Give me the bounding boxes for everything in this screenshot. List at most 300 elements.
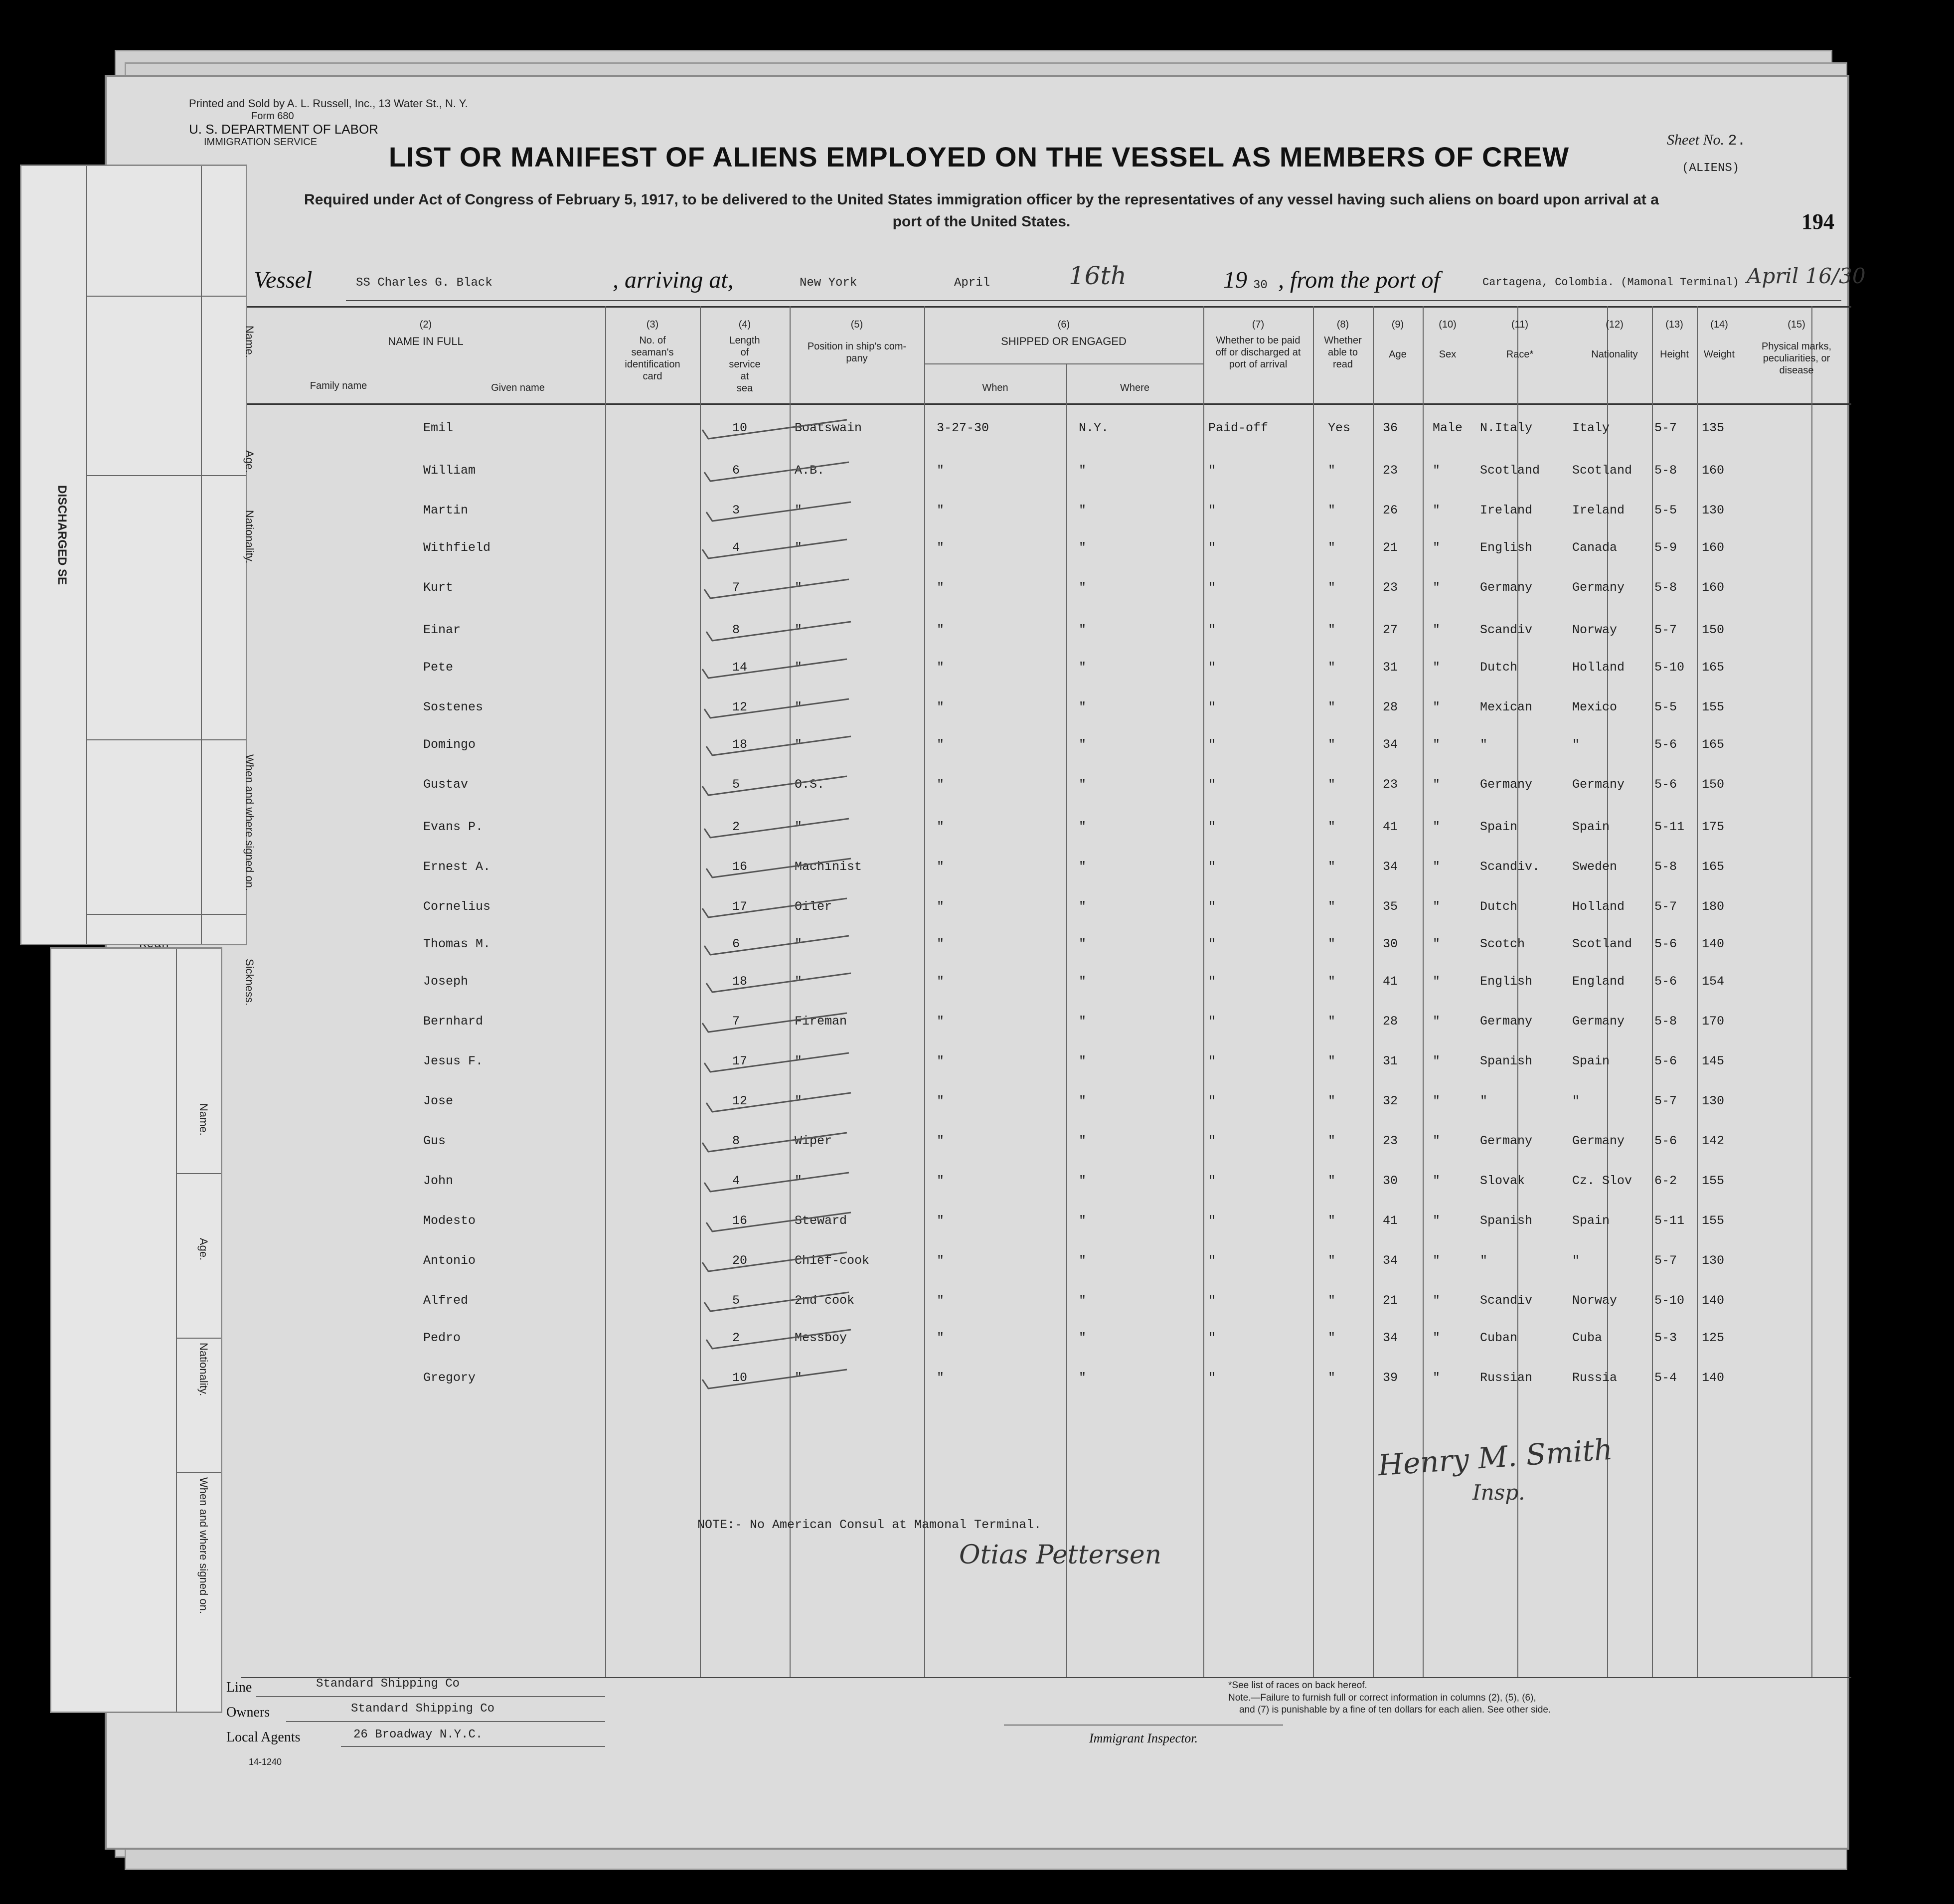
discharged-seamen-slip [20, 165, 256, 1006]
handwritten-date: April 16/30 [1747, 264, 1866, 288]
given-name-cell: Bernhard [423, 1014, 484, 1029]
shipped-where-cell: " [1079, 1331, 1087, 1345]
slip-rule [176, 1173, 221, 1174]
weight-cell: 130 [1702, 1094, 1725, 1108]
when-header: When [982, 382, 1008, 393]
table-row [107, 1361, 1851, 1399]
nationality-cell: " [1572, 1094, 1580, 1108]
races-note: *See list of races on back hereof. [1228, 1680, 1367, 1691]
sex-cell: " [1433, 737, 1441, 752]
slip-age-label: Age. [197, 1238, 210, 1261]
position-cell: " [795, 937, 803, 951]
slip-divider [201, 166, 202, 944]
given-name-cell: Evans P. [423, 820, 484, 834]
given-name-cell: Domingo [423, 737, 476, 752]
check-mark-icon [701, 969, 871, 999]
shipped-when-cell: " [937, 1371, 945, 1385]
col-text: Position in ship's com- [807, 341, 907, 352]
length-cell: 6 [732, 463, 740, 478]
col-number: (12) [1606, 319, 1624, 330]
sex-cell: " [1433, 1174, 1441, 1188]
owners-value: Standard Shipping Co [351, 1702, 495, 1716]
slip-rule [176, 1338, 221, 1339]
height-cell: 5-6 [1654, 1054, 1677, 1068]
sex-cell: " [1433, 1094, 1441, 1108]
length-cell: 18 [732, 974, 748, 989]
check-mark-icon [699, 1288, 869, 1318]
age-cell: 31 [1383, 660, 1398, 675]
paid-off-cell: " [1208, 700, 1216, 714]
check-mark-icon [699, 458, 869, 488]
weight-cell: 140 [1702, 1371, 1725, 1385]
col-weight-header [1697, 319, 1742, 360]
race-cell: Germany [1480, 1134, 1533, 1148]
shipped-when-cell: " [937, 1331, 945, 1345]
given-name-cell: Pedro [423, 1331, 461, 1345]
nationality-cell: Russia [1572, 1371, 1618, 1385]
able-to-read-cell: " [1328, 623, 1336, 637]
aliens-label: (ALIENS) [1682, 162, 1740, 175]
weight-cell: 170 [1702, 1014, 1725, 1029]
table-row [107, 411, 1851, 450]
given-name-cell: Sostenes [423, 700, 484, 714]
master-signature: Otias Pettersen [959, 1540, 1162, 1570]
position-cell: Oiler [795, 899, 832, 914]
col-text: able to [1327, 347, 1358, 358]
given-name-cell: Thomas M. [423, 937, 491, 951]
footer-underline [256, 1696, 605, 1697]
paid-off-cell: " [1208, 860, 1216, 874]
table-row [107, 453, 1851, 492]
height-cell: 5-7 [1654, 623, 1677, 637]
shipped-where-cell: " [1079, 623, 1087, 637]
age-cell: 27 [1383, 623, 1398, 637]
inspector-label: Immigrant Inspector. [1089, 1731, 1198, 1745]
shipped-where-cell: " [1079, 580, 1087, 595]
manifest-page [105, 75, 1866, 1850]
height-cell: 5-8 [1654, 463, 1677, 478]
given-name-cell: Jesus F. [423, 1054, 484, 1068]
sex-cell: " [1433, 1054, 1441, 1068]
position-cell: " [795, 737, 803, 752]
shipped-when-cell: " [937, 737, 945, 752]
check-mark-icon [701, 498, 871, 528]
table-row [107, 650, 1851, 689]
form-code: 14-1240 [249, 1757, 282, 1767]
able-to-read-cell: " [1328, 820, 1336, 834]
vessel-name: SS Charles G. Black [356, 276, 492, 290]
able-to-read-cell: " [1328, 503, 1336, 518]
check-mark-icon [699, 815, 869, 845]
position-cell: 2nd cook [795, 1293, 855, 1308]
given-name-cell: Einar [423, 623, 461, 637]
check-mark-icon [697, 772, 867, 802]
race-cell: Germany [1480, 580, 1533, 595]
length-cell: 12 [732, 700, 748, 714]
shipped-where-cell: " [1079, 1253, 1087, 1268]
paid-off-cell: " [1208, 937, 1216, 951]
check-mark-icon [701, 1326, 871, 1356]
able-to-read-cell: " [1328, 1253, 1336, 1268]
race-cell: Scotland [1480, 463, 1540, 478]
col-paid-off-header [1203, 319, 1313, 370]
shipped-where-cell: " [1079, 820, 1087, 834]
inspector-signature: Henry M. Smith [1377, 1432, 1614, 1483]
agents-label: Local Agents [226, 1730, 301, 1745]
height-cell: 5-11 [1654, 1213, 1685, 1228]
paid-off-cell: " [1208, 1331, 1216, 1345]
col-text: card [643, 371, 662, 382]
position-cell: " [795, 974, 803, 989]
arrival-port: New York [800, 276, 857, 290]
col-shipped-header [924, 319, 1203, 347]
nationality-cell: Italy [1572, 421, 1610, 435]
given-name-cell: Gregory [423, 1371, 476, 1385]
given-name-cell: Pete [423, 660, 454, 675]
nationality-cell: Holland [1572, 899, 1625, 914]
age-cell: 23 [1383, 463, 1398, 478]
line-label: Line [226, 1680, 252, 1695]
sex-cell: " [1433, 1213, 1441, 1228]
paid-off-cell: " [1208, 463, 1216, 478]
length-cell: 4 [732, 1174, 740, 1188]
length-cell: 8 [732, 623, 740, 637]
table-row [107, 1243, 1851, 1282]
age-cell: 30 [1383, 1174, 1398, 1188]
slip-signed-label: When and where signed on. [243, 754, 256, 891]
given-name-cell: Alfred [423, 1293, 469, 1308]
table-row [107, 570, 1851, 609]
col-number: (7) [1252, 319, 1265, 330]
slip-sickness-label: Sickness. [243, 959, 256, 1006]
sex-cell: " [1433, 1014, 1441, 1029]
age-cell: 35 [1383, 899, 1398, 914]
weight-cell: 155 [1702, 1174, 1725, 1188]
col-number: (6) [1057, 319, 1070, 330]
position-cell: " [795, 700, 803, 714]
able-to-read-cell: " [1328, 1331, 1336, 1345]
nationality-cell: " [1572, 737, 1580, 752]
race-cell: Scotch [1480, 937, 1525, 951]
agents-value: 26 Broadway N.Y.C. [353, 1728, 483, 1741]
check-mark-icon [697, 655, 867, 685]
shipped-where-cell: " [1079, 1293, 1087, 1308]
col-number: (3) [646, 319, 659, 330]
race-cell: Scandiv [1480, 623, 1533, 637]
sex-cell: " [1433, 463, 1441, 478]
height-cell: 5-9 [1654, 540, 1677, 555]
race-cell: Dutch [1480, 660, 1518, 675]
nationality-cell: Spain [1572, 1054, 1610, 1068]
slip-nationality-label: Nationality. [197, 1343, 210, 1396]
col-text: peculiarities, or [1763, 353, 1830, 364]
check-mark-icon [699, 695, 869, 725]
table-row [107, 810, 1851, 849]
height-cell: 5-8 [1654, 580, 1677, 595]
length-cell: 16 [732, 860, 748, 874]
shipped-where-cell: " [1079, 1213, 1087, 1228]
weight-cell: 140 [1702, 937, 1725, 951]
header-bottom-rule [241, 403, 1851, 405]
inspector-signature-line [1004, 1725, 1283, 1726]
length-cell: 7 [732, 1014, 740, 1029]
department-name: U. S. DEPARTMENT OF LABOR [189, 122, 378, 137]
position-cell: Wiper [795, 1134, 832, 1148]
height-cell: 5-7 [1654, 1253, 1677, 1268]
sex-cell: " [1433, 580, 1441, 595]
table-row [107, 1124, 1851, 1163]
col-text: Physical marks, [1761, 341, 1832, 352]
length-cell: 7 [732, 580, 740, 595]
paid-off-cell: " [1208, 1213, 1216, 1228]
shipped-when-cell: " [937, 820, 945, 834]
nationality-cell: Germany [1572, 580, 1625, 595]
height-cell: 5-6 [1654, 737, 1677, 752]
col-text: Nationality [1591, 349, 1638, 360]
paid-off-cell: " [1208, 540, 1216, 555]
year-prefix: 19 [1223, 267, 1247, 293]
col-id-card-header [605, 319, 700, 382]
slip-age-label: Age. [243, 450, 256, 473]
col-text: Length [729, 335, 760, 346]
shipped-when-cell: " [937, 899, 945, 914]
age-cell: 34 [1383, 737, 1398, 752]
shipped-when-cell: " [937, 503, 945, 518]
paid-off-cell: " [1208, 1014, 1216, 1029]
col-title: NAME IN FULL [388, 335, 464, 347]
shipped-where-cell: " [1079, 1014, 1087, 1029]
col-text: pany [846, 353, 868, 364]
length-cell: 5 [732, 1293, 740, 1308]
length-cell: 2 [732, 820, 740, 834]
position-cell: A.B. [795, 463, 825, 478]
height-cell: 5-5 [1654, 700, 1677, 714]
height-cell: 5-3 [1654, 1331, 1677, 1345]
paid-off-cell: " [1208, 777, 1216, 792]
given-name-cell: Withfield [423, 540, 491, 555]
check-mark-icon [697, 1248, 870, 1278]
length-cell: 10 [732, 421, 748, 435]
col-text: service [729, 359, 761, 370]
weight-cell: 160 [1702, 540, 1725, 555]
line-value: Standard Shipping Co [316, 1677, 460, 1691]
col-text: read [1332, 359, 1353, 370]
paid-off-cell: " [1208, 737, 1216, 752]
col-number: (9) [1391, 319, 1404, 330]
age-cell: 23 [1383, 1134, 1398, 1148]
paid-off-cell: " [1208, 974, 1216, 989]
position-cell: " [795, 503, 803, 518]
table-row [107, 690, 1851, 729]
penalty-note-line-1: Note.—Failure to furnish full or correct information in columns (2), (5), (6), [1228, 1693, 1536, 1703]
shipped-where-cell: " [1079, 860, 1087, 874]
arrival-month: April [954, 276, 990, 290]
position-cell: Machinist [795, 860, 862, 874]
col-name-header [246, 319, 605, 347]
shipped-divider [924, 363, 1203, 364]
col-number: (11) [1511, 319, 1529, 330]
length-cell: 3 [732, 503, 740, 518]
paid-off-cell: " [1208, 1094, 1216, 1108]
given-name-cell: Joseph [423, 974, 469, 989]
statute-line-1: Required under Act of Congress of February 5, 1917, to be delivered to the United States immigration officer by the representatives of any vessel having such aliens on board upon arrival at a [304, 191, 1659, 208]
check-mark-icon [701, 1209, 871, 1238]
able-to-read-cell: " [1328, 700, 1336, 714]
table-row [107, 927, 1851, 966]
length-cell: 17 [732, 899, 748, 914]
age-cell: 41 [1383, 1213, 1398, 1228]
sex-cell: " [1433, 540, 1441, 555]
slip-rule [86, 914, 246, 915]
col-read-header [1313, 319, 1373, 370]
col-text: sea [736, 383, 753, 394]
slip-rule [176, 1472, 221, 1473]
shipped-where-cell: " [1079, 660, 1087, 675]
position-cell: " [795, 1174, 803, 1188]
slip-nationality-label: Nationality. [243, 510, 256, 564]
position-cell: " [795, 1054, 803, 1068]
sheet-number [1667, 132, 1746, 150]
nationality-cell: Norway [1572, 623, 1618, 637]
position-cell: Chief-cook [795, 1253, 870, 1268]
nationality-cell: Spain [1572, 1213, 1610, 1228]
height-cell: 5-5 [1654, 503, 1677, 518]
footer-rule [241, 1677, 1851, 1678]
paid-off-cell: Paid-off [1208, 421, 1269, 435]
shipped-when-cell: " [937, 1014, 945, 1029]
age-cell: 21 [1383, 540, 1398, 555]
statute-text [246, 189, 1717, 233]
service-name: IMMIGRATION SERVICE [204, 137, 318, 148]
page-number: 194 [1801, 209, 1834, 234]
table-row [107, 1044, 1851, 1083]
weight-cell: 150 [1702, 623, 1725, 637]
age-cell: 31 [1383, 1054, 1398, 1068]
position-cell: " [795, 1371, 803, 1385]
weight-cell: 180 [1702, 899, 1725, 914]
age-cell: 34 [1383, 1331, 1398, 1345]
race-cell: " [1480, 1094, 1488, 1108]
col-number: (10) [1439, 319, 1457, 330]
sex-cell: " [1433, 700, 1441, 714]
slip-discharged-heading: DISCHARGED SE [55, 485, 69, 585]
shipped-when-cell: " [937, 1094, 945, 1108]
position-cell: " [795, 820, 803, 834]
weight-cell: 150 [1702, 777, 1725, 792]
table-row [107, 1164, 1851, 1203]
shipped-where-cell: " [1079, 1174, 1087, 1188]
height-cell: 5-6 [1654, 1134, 1677, 1148]
weight-cell: 145 [1702, 1054, 1725, 1068]
weight-cell: 160 [1702, 463, 1725, 478]
height-cell: 5-6 [1654, 937, 1677, 951]
age-cell: 32 [1383, 1094, 1398, 1108]
table-row [107, 1204, 1851, 1242]
col-marks-header [1742, 319, 1851, 376]
length-cell: 14 [732, 660, 748, 675]
nationality-cell: Germany [1572, 777, 1625, 792]
departure-port: Cartagena, Colombia. (Mamonal Terminal) [1482, 276, 1739, 289]
slip-signed-label: When and where signed on. [197, 1477, 210, 1614]
race-cell: Spanish [1480, 1213, 1533, 1228]
position-cell: Steward [795, 1213, 847, 1228]
height-cell: 5-10 [1654, 1293, 1685, 1308]
vessel-label: Vessel [254, 267, 313, 293]
col-number: (13) [1665, 319, 1683, 330]
paid-off-cell: " [1208, 623, 1216, 637]
shipped-where-cell: " [1079, 1371, 1087, 1385]
inspector-title: Insp. [1472, 1480, 1525, 1505]
nationality-cell: Mexico [1572, 700, 1618, 714]
race-cell: Russian [1480, 1371, 1533, 1385]
col-title: SHIPPED OR ENGAGED [1001, 335, 1127, 347]
check-mark-icon [699, 1169, 869, 1199]
shipped-when-cell: " [937, 974, 945, 989]
sex-cell: " [1433, 860, 1441, 874]
check-mark-icon [699, 1049, 869, 1079]
table-row [107, 1004, 1851, 1043]
sex-cell: " [1433, 1331, 1441, 1345]
age-cell: 28 [1383, 700, 1398, 714]
check-mark-icon [697, 1366, 867, 1395]
check-mark-icon [697, 1009, 867, 1039]
shipped-when-cell: 3-27-30 [937, 421, 989, 435]
shipped-when-cell: " [937, 1213, 945, 1228]
weight-cell: 160 [1702, 580, 1725, 595]
weight-cell: 140 [1702, 1293, 1725, 1308]
given-name-cell: Emil [423, 421, 454, 435]
shipped-where-cell: " [1079, 899, 1087, 914]
position-cell: " [795, 623, 803, 637]
able-to-read-cell: " [1328, 777, 1336, 792]
shipped-when-cell: " [937, 860, 945, 874]
shipped-where-cell: " [1079, 540, 1087, 555]
table-row [107, 493, 1851, 532]
weight-cell: 155 [1702, 1213, 1725, 1228]
shipped-where-cell: " [1079, 1094, 1087, 1108]
table-top-rule [241, 306, 1851, 308]
position-cell: " [795, 660, 803, 675]
position-cell: O.S. [795, 777, 825, 792]
col-text: seaman's [631, 347, 674, 358]
sex-cell: " [1433, 974, 1441, 989]
shipped-when-cell: " [937, 1293, 945, 1308]
shipped-where-cell: N.Y. [1079, 421, 1109, 435]
weight-cell: 130 [1702, 503, 1725, 518]
nationality-cell: Ireland [1572, 503, 1625, 518]
nationality-cell: Cuba [1572, 1331, 1603, 1345]
able-to-read-cell: " [1328, 937, 1336, 951]
able-to-read-cell: " [1328, 540, 1336, 555]
shipped-when-cell: " [937, 937, 945, 951]
race-cell: Ireland [1480, 503, 1533, 518]
printer-imprint [189, 97, 468, 111]
table-row [107, 964, 1851, 1003]
height-cell: 5-7 [1654, 899, 1677, 914]
length-cell: 18 [732, 737, 748, 752]
sex-cell: " [1433, 777, 1441, 792]
sex-cell: " [1433, 1293, 1441, 1308]
nationality-cell: Canada [1572, 540, 1618, 555]
able-to-read-cell: " [1328, 1174, 1336, 1188]
sex-cell: " [1433, 899, 1441, 914]
second-seamen-slip [50, 947, 222, 1713]
check-mark-icon [701, 618, 871, 648]
check-mark-icon [697, 535, 867, 565]
given-name-cell: Martin [423, 503, 469, 518]
position-cell: " [795, 1094, 803, 1108]
paid-off-cell: " [1208, 1293, 1216, 1308]
